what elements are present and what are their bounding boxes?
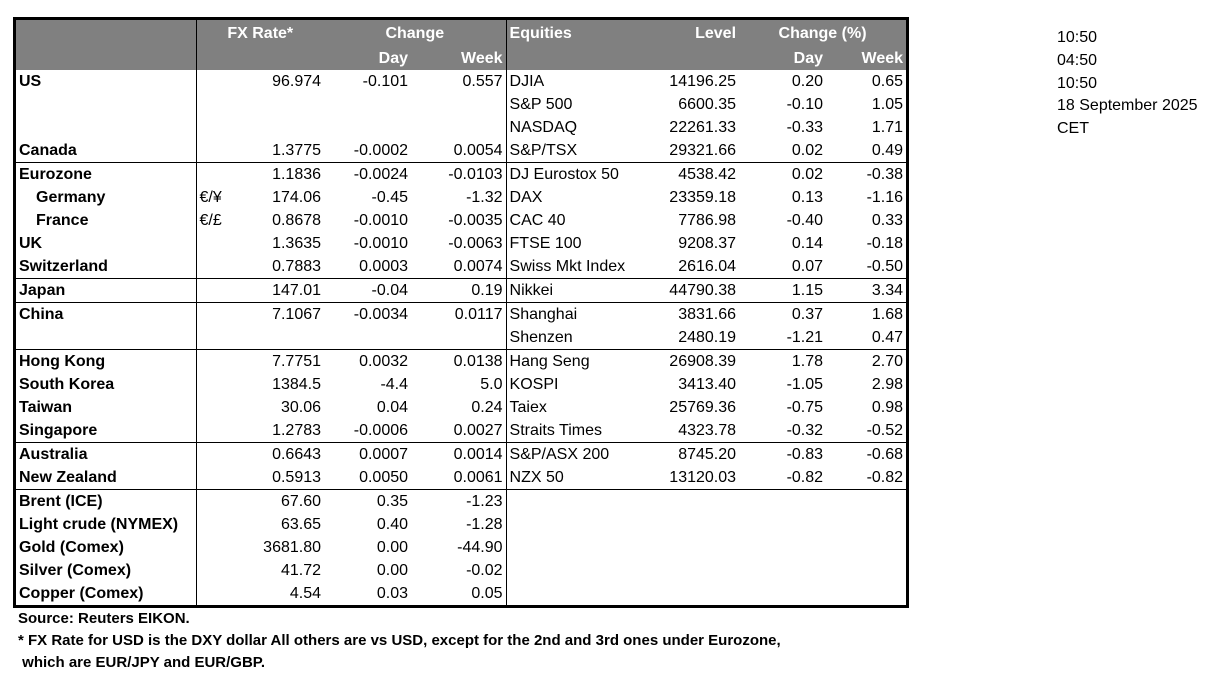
pair-symbol [196, 279, 246, 303]
fx-change-week: 0.0138 [411, 350, 506, 374]
row-label: Hong Kong [16, 350, 196, 374]
table-row [16, 582, 906, 605]
table-row [16, 209, 906, 232]
equity-name: Shenzen [509, 329, 573, 346]
pair-symbol [196, 232, 246, 255]
table-row [16, 350, 906, 374]
header-blank [16, 48, 196, 70]
table-row [16, 116, 906, 139]
fx-change-week: -0.02 [411, 559, 506, 582]
equity-name: DAX [509, 189, 543, 206]
header-eq-week: Week [826, 48, 906, 70]
equity-level [636, 490, 739, 514]
equity-change-week: 1.71 [871, 119, 904, 136]
equity-change-week: -0.18 [866, 235, 904, 252]
equity-change-day [739, 582, 826, 605]
header-change-pct: Change (%) [739, 20, 906, 48]
equity-name: NASDAQ [509, 119, 578, 136]
table-row [16, 490, 906, 514]
fx-rate: 1.1836 [246, 163, 324, 187]
fx-rate: 1384.5 [272, 376, 322, 393]
equity-name: Taiex [509, 399, 547, 416]
header-change: Change [324, 20, 506, 48]
pair-symbol [196, 466, 246, 490]
fx-change-week: -1.23 [411, 490, 506, 514]
equity-change-week: 1.05 [871, 96, 904, 113]
row-label [16, 326, 196, 350]
equity-change-week: 3.34 [826, 279, 906, 303]
fx-rate: 30.06 [280, 399, 322, 416]
pair-symbol [196, 396, 246, 419]
equity-change-week: -0.82 [866, 469, 904, 486]
equity-name [506, 490, 636, 514]
fx-change-day: -0.0034 [324, 303, 411, 327]
timestamp-panel [1057, 27, 1198, 141]
equity-change-week: -0.50 [866, 258, 904, 275]
fx-change-week: 0.0061 [411, 466, 506, 490]
table-row [16, 255, 906, 279]
time-1: 10:50 [1057, 29, 1098, 46]
row-label: France [16, 209, 196, 232]
fx-change-day: 0.04 [376, 399, 409, 416]
equity-change-week: 0.47 [871, 329, 904, 346]
table-row [16, 396, 906, 419]
pair-symbol [196, 513, 246, 536]
fx-rate: 174.06 [272, 189, 322, 206]
row-label: Singapore [16, 419, 196, 443]
fx-change-day: 0.03 [376, 585, 409, 602]
equity-name: FTSE 100 [509, 235, 582, 252]
equity-level: 22261.33 [669, 119, 737, 136]
fx-rate: 1.3635 [272, 235, 322, 252]
footnote-fx: * FX Rate for USD is the DXY dollar All others are vs USD, except for the 2nd and 3rd ones under Eurozone, [18, 632, 781, 649]
equity-change-day: 1.78 [739, 350, 826, 374]
equity-level: 29321.66 [669, 142, 737, 159]
equity-level: 3831.66 [636, 303, 739, 327]
equity-change-day: -0.10 [786, 96, 824, 113]
fx-rate: 0.6643 [246, 443, 324, 467]
row-label: Canada [16, 139, 196, 163]
equity-level [636, 559, 739, 582]
fx-change-day: -0.45 [371, 189, 409, 206]
equity-name [506, 536, 636, 559]
row-label: Silver (Comex) [16, 559, 196, 582]
table-row [16, 419, 906, 443]
pair-symbol [196, 139, 246, 163]
pair-symbol: €/£ [199, 212, 222, 229]
equity-level: 23359.18 [669, 189, 737, 206]
pair-symbol: €/¥ [199, 189, 222, 206]
row-label: Taiwan [16, 396, 196, 419]
header-level: Level [636, 20, 739, 48]
header-row-1 [16, 20, 906, 48]
footnotes [18, 608, 781, 674]
fx-change-day: -0.0010 [353, 212, 409, 229]
fx-rate: 1.3775 [272, 142, 322, 159]
pair-symbol [196, 93, 246, 116]
header-blank [196, 48, 246, 70]
fx-rate: 7.7751 [246, 350, 324, 374]
equity-level: 4323.78 [678, 422, 737, 439]
fx-change-week: 0.0117 [411, 303, 506, 327]
equity-name: S&P/TSX [509, 142, 578, 159]
pair-symbol [196, 536, 246, 559]
equity-level: 25769.36 [669, 399, 737, 416]
equity-change-week [826, 559, 906, 582]
header-eq-day: Day [739, 48, 826, 70]
equity-change-week: 0.49 [871, 142, 904, 159]
equity-level [636, 536, 739, 559]
equity-change-day: 1.15 [739, 279, 826, 303]
equity-level: 26908.39 [636, 350, 739, 374]
row-label: China [16, 303, 196, 327]
equity-change-day: -0.83 [739, 443, 826, 467]
table-row [16, 536, 906, 559]
row-label: Copper (Comex) [16, 582, 196, 605]
fx-change-week: -1.28 [411, 513, 506, 536]
fx-change-day: -0.0006 [353, 422, 409, 439]
fx-change-week: -0.0063 [411, 232, 506, 255]
row-label [16, 93, 196, 116]
equity-level: 9208.37 [678, 235, 737, 252]
header-row-2 [16, 48, 906, 70]
table-row [16, 93, 906, 116]
equity-change-day: 0.07 [791, 258, 824, 275]
equity-name: KOSPI [509, 376, 559, 393]
fx-rate: 63.65 [280, 516, 322, 533]
fx-change-week: 0.0074 [411, 255, 506, 279]
equity-level: 2616.04 [678, 258, 737, 275]
table-row [16, 373, 906, 396]
fx-change-week: -1.32 [411, 186, 506, 209]
pair-symbol [196, 70, 246, 93]
pair-symbol [196, 419, 246, 443]
equity-change-day [739, 536, 826, 559]
equity-change-day: -1.21 [786, 329, 824, 346]
row-label: Eurozone [16, 163, 196, 187]
fx-change-day: -0.0010 [353, 235, 409, 252]
equity-name: DJIA [509, 73, 545, 90]
equity-level: 13120.03 [669, 469, 737, 486]
fx-change-week [411, 93, 506, 116]
pair-symbol [196, 559, 246, 582]
equity-level: 44790.38 [636, 279, 739, 303]
equity-level: 14196.25 [669, 73, 737, 90]
row-label: Brent (ICE) [16, 490, 196, 514]
fx-change-day [324, 326, 411, 350]
fx-change-week: 0.24 [411, 396, 506, 419]
row-label: Gold (Comex) [16, 536, 196, 559]
row-label: UK [16, 232, 196, 255]
header-blank [506, 48, 636, 70]
equity-change-week: 2.70 [826, 350, 906, 374]
fx-change-day: -0.04 [324, 279, 411, 303]
equity-name [506, 582, 636, 605]
timezone: CET [1057, 120, 1089, 138]
equity-level [636, 582, 739, 605]
equity-name: Nikkei [506, 279, 636, 303]
pair-symbol [196, 490, 246, 514]
table-row [16, 443, 906, 467]
equity-level: 8745.20 [636, 443, 739, 467]
equity-name: NZX 50 [509, 469, 564, 486]
fx-rate: 147.01 [246, 279, 324, 303]
equity-name: Hang Seng [506, 350, 636, 374]
time-2: 04:50 [1057, 51, 1098, 69]
equity-name: Shanghai [506, 303, 636, 327]
equity-change-week: -0.52 [866, 422, 904, 439]
fx-rate: 96.974 [272, 73, 322, 90]
pair-symbol [196, 116, 246, 139]
fx-rate [246, 326, 324, 350]
time-3: 10:50 [1057, 74, 1098, 92]
table-row [16, 513, 906, 536]
table-row [16, 279, 906, 303]
equity-change-day [739, 513, 826, 536]
fx-change-week: 0.05 [411, 582, 506, 605]
row-label: Light crude (NYMEX) [16, 513, 196, 536]
row-label: Switzerland [16, 255, 196, 279]
equity-change-week: 1.68 [826, 303, 906, 327]
equity-change-week: -0.68 [826, 443, 906, 467]
equity-change-week [826, 582, 906, 605]
source-note: Source: Reuters EIKON. [18, 610, 190, 627]
table-row [16, 303, 906, 327]
table-row [16, 466, 906, 490]
fx-change-day: 0.35 [324, 490, 411, 514]
fx-change-day: 0.40 [376, 516, 409, 533]
equity-change-week [826, 513, 906, 536]
equity-name: Straits Times [509, 422, 602, 439]
equity-name: CAC 40 [509, 212, 566, 229]
fx-rate: 41.72 [280, 562, 322, 579]
equity-level: 3413.40 [678, 376, 737, 393]
header-equities: Equities [506, 20, 636, 48]
fx-change-day: -4.4 [380, 376, 409, 393]
header-blank [636, 48, 739, 70]
row-label: Japan [16, 279, 196, 303]
equity-name: S&P/ASX 200 [506, 443, 636, 467]
equity-name: DJ Eurostox 50 [506, 163, 636, 187]
equity-level: 6600.35 [678, 96, 737, 113]
fx-change-week: -44.90 [411, 536, 506, 559]
fx-rate: 0.8678 [272, 212, 322, 229]
header-day: Day [324, 48, 411, 70]
row-label: US [16, 70, 196, 93]
equity-change-day: -1.05 [786, 376, 824, 393]
row-label: Germany [16, 186, 196, 209]
equity-change-week: 0.33 [871, 212, 904, 229]
equity-level: 7786.98 [678, 212, 737, 229]
fx-change-day [324, 93, 411, 116]
equity-change-day [739, 490, 826, 514]
row-label [16, 116, 196, 139]
equity-name: Swiss Mkt Index [509, 258, 626, 275]
equity-level [636, 513, 739, 536]
equity-change-week: -1.16 [866, 189, 904, 206]
market-data-table [13, 17, 909, 608]
fx-rate: 3681.80 [263, 539, 322, 556]
fx-change-week: -0.0035 [411, 209, 506, 232]
row-label: New Zealand [16, 466, 196, 490]
fx-change-week: 0.0014 [411, 443, 506, 467]
equity-change-week: 0.98 [871, 399, 904, 416]
table-row [16, 186, 906, 209]
fx-change-day: 0.0050 [359, 469, 409, 486]
fx-change-day: 0.00 [376, 562, 409, 579]
fx-change-day: 0.0032 [324, 350, 411, 374]
equity-level: 2480.19 [678, 329, 737, 346]
equity-name [506, 513, 636, 536]
equity-change-week [826, 490, 906, 514]
fx-change-week: -0.0103 [411, 163, 506, 187]
fx-change-day: -0.0024 [324, 163, 411, 187]
fx-change-week: 0.19 [411, 279, 506, 303]
equity-change-day: 0.14 [791, 235, 824, 252]
fx-change-day: -0.101 [362, 73, 409, 90]
equity-change-day: 0.13 [791, 189, 824, 206]
table-row [16, 163, 906, 187]
equity-name [506, 559, 636, 582]
fx-change-week: 0.557 [411, 70, 506, 93]
fx-rate: 0.5913 [272, 469, 322, 486]
equity-change-day: -0.40 [786, 212, 824, 229]
equity-change-week: -0.38 [826, 163, 906, 187]
row-label: Australia [16, 443, 196, 467]
date: 18 September 2025 [1057, 97, 1198, 115]
pair-symbol [196, 443, 246, 467]
fx-change-week [411, 326, 506, 350]
fx-rate: 0.7883 [272, 258, 322, 275]
fx-rate: 67.60 [246, 490, 324, 514]
fx-change-week: 0.0054 [411, 139, 506, 163]
equity-change-day: -0.32 [786, 422, 824, 439]
fx-change-day [324, 116, 411, 139]
pair-symbol [196, 373, 246, 396]
pair-symbol [196, 326, 246, 350]
equity-change-day: -0.33 [786, 119, 824, 136]
equity-change-day: 0.37 [739, 303, 826, 327]
equity-name: S&P 500 [509, 96, 573, 113]
fx-rate: 7.1067 [246, 303, 324, 327]
table-row [16, 139, 906, 163]
row-label: South Korea [16, 373, 196, 396]
fx-rate: 4.54 [289, 585, 322, 602]
equity-change-day: 0.02 [791, 142, 824, 159]
table-row [16, 559, 906, 582]
equity-change-week: 0.65 [871, 73, 904, 90]
equity-change-day: -0.82 [786, 469, 824, 486]
fx-change-day: 0.00 [376, 539, 409, 556]
fx-change-day: 0.0007 [324, 443, 411, 467]
pair-symbol [196, 350, 246, 374]
equity-change-day: 0.20 [791, 73, 824, 90]
fx-change-week [411, 116, 506, 139]
equity-change-week: 2.98 [871, 376, 904, 393]
equity-level: 4538.42 [636, 163, 739, 187]
pair-symbol [196, 582, 246, 605]
fx-rate [246, 93, 324, 116]
table-row [16, 232, 906, 255]
footnote-eur: which are EUR/JPY and EUR/GBP. [18, 654, 266, 671]
header-blank [246, 48, 324, 70]
table-row [16, 326, 906, 350]
header-blank [16, 20, 196, 48]
pair-symbol [196, 163, 246, 187]
pair-symbol [196, 255, 246, 279]
fx-rate [246, 116, 324, 139]
fx-change-week: 0.0027 [411, 419, 506, 443]
fx-change-day: -0.0002 [353, 142, 409, 159]
fx-rate: 1.2783 [272, 422, 322, 439]
fx-change-week: 5.0 [411, 373, 506, 396]
equity-change-week [826, 536, 906, 559]
equity-change-day: 0.02 [739, 163, 826, 187]
equity-change-day [739, 559, 826, 582]
header-fx-rate: FX Rate* [196, 20, 324, 48]
table-row [16, 70, 906, 93]
header-week: Week [411, 48, 506, 70]
pair-symbol [196, 303, 246, 327]
fx-change-day: 0.0003 [359, 258, 409, 275]
equity-change-day: -0.75 [786, 399, 824, 416]
